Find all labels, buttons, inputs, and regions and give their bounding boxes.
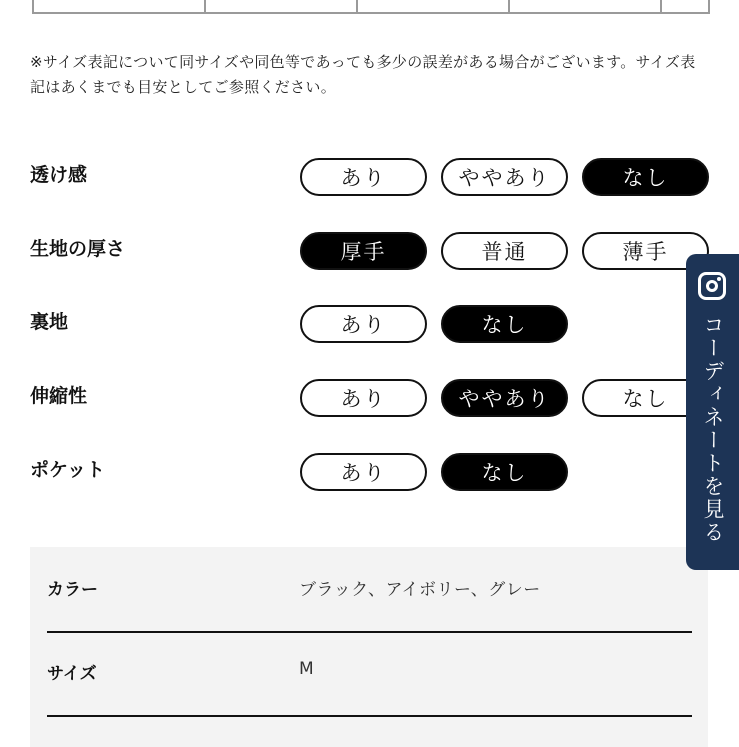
- option-pill: 普通: [441, 232, 568, 270]
- option-pill-selected: 厚手: [300, 232, 427, 270]
- attribute-row-transparency: [0, 158, 739, 200]
- instagram-icon: [698, 272, 726, 300]
- spec-key: サイズ: [47, 664, 97, 684]
- spec-row-size: [47, 631, 692, 717]
- size-disclaimer-note: ※サイズ表記について同サイズや同色等であっても多少の誤差がある場合がございます。サイズ表記はあくまでも目安としてご参照ください。: [30, 53, 696, 96]
- option-pill-selected: なし: [582, 158, 709, 196]
- table-divider: [660, 0, 662, 12]
- attribute-label: ポケット: [30, 459, 106, 481]
- option-pill-selected: なし: [441, 453, 568, 491]
- attribute-label: 伸縮性: [30, 385, 88, 407]
- attribute-label: 透け感: [30, 164, 88, 186]
- attribute-row-stretch: [0, 379, 739, 421]
- spec-row-color: [47, 547, 692, 633]
- product-spec-table: [30, 547, 708, 747]
- attribute-label: 裏地: [30, 311, 69, 333]
- option-pill: あり: [300, 379, 427, 417]
- option-pill: なし: [582, 379, 709, 417]
- size-table-bottom-edge: [32, 0, 710, 14]
- spec-value: M: [299, 659, 315, 679]
- spec-key: カラー: [47, 580, 98, 600]
- attribute-row-pocket: [0, 453, 739, 495]
- view-coordinate-label: コーディネートを見る: [701, 314, 725, 544]
- option-pill: あり: [300, 158, 427, 196]
- attribute-label: 生地の厚さ: [30, 238, 126, 260]
- option-pill-selected: ややあり: [441, 379, 568, 417]
- table-divider: [204, 0, 206, 12]
- option-pill: ややあり: [441, 158, 568, 196]
- view-coordinate-tab[interactable]: [686, 254, 739, 570]
- attribute-row-lining: [0, 305, 739, 347]
- option-pill: 薄手: [582, 232, 709, 270]
- option-pill-selected: なし: [441, 305, 568, 343]
- option-pill: あり: [300, 305, 427, 343]
- table-divider: [508, 0, 510, 12]
- option-pill: あり: [300, 453, 427, 491]
- spec-value: ブラック、アイボリー、グレー: [299, 580, 541, 600]
- attribute-row-thickness: [0, 232, 739, 274]
- table-divider: [356, 0, 358, 12]
